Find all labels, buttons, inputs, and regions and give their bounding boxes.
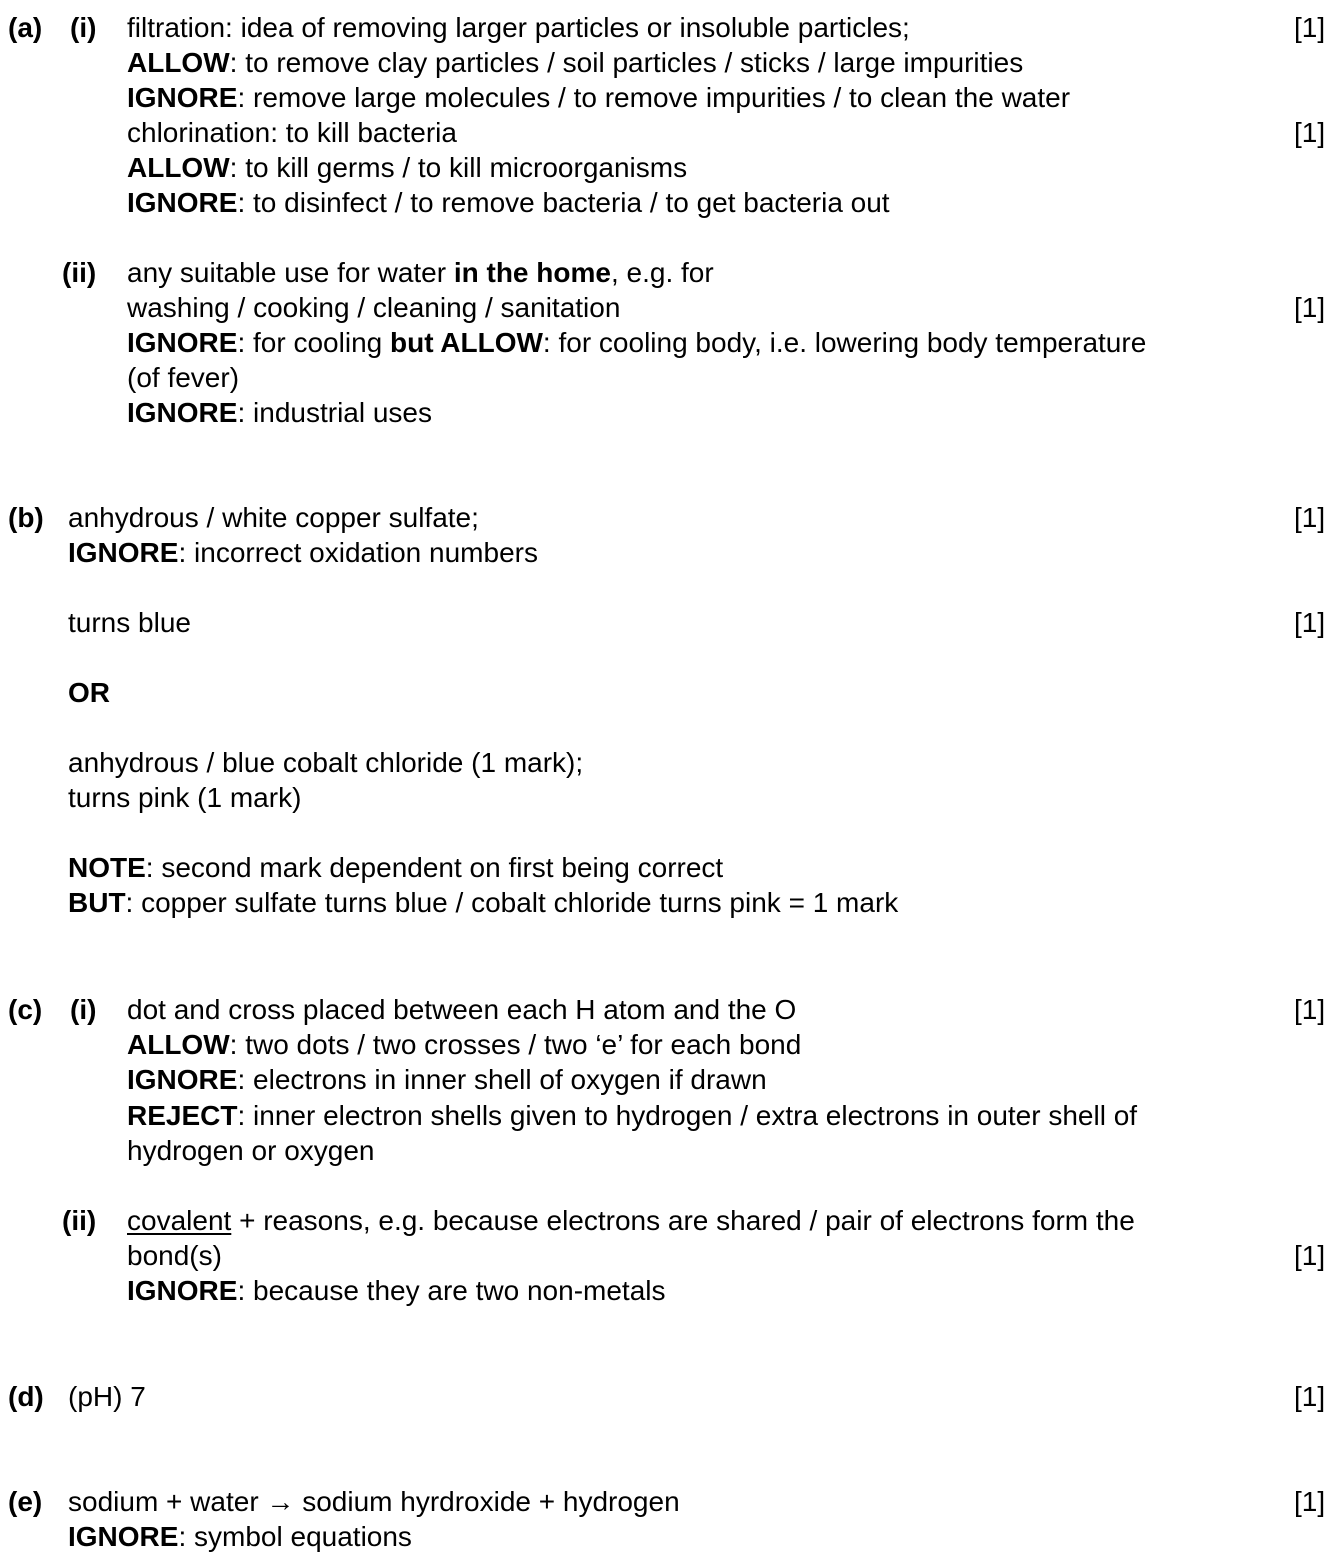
b-line-2: turns blue	[68, 607, 191, 638]
c-ii-ignore	[127, 1274, 665, 1308]
ignore-text: : to disinfect / to remove bacteria / to get bacteria out	[237, 187, 890, 218]
ignore-text: : because they are two non-metals	[237, 1275, 666, 1306]
allow-keyword: ALLOW	[127, 47, 230, 78]
b-note	[68, 851, 723, 885]
b-or: OR	[68, 677, 110, 708]
b-alt-1: anhydrous / blue cobalt chloride (1 mark);	[68, 747, 584, 778]
part-e-label: (e)	[8, 1486, 43, 1517]
a-i-mark-2: [1]	[1294, 117, 1326, 148]
c-i-reject-cont: hydrogen or oxygen	[127, 1135, 375, 1166]
a-ii-line-1	[127, 256, 714, 290]
allow-text: : to kill germs / to kill microorganisms	[229, 152, 688, 183]
allow-text: : to remove clay particles / soil particles / sticks / large impurities	[229, 47, 1024, 78]
d-line-1: (pH) 7	[68, 1381, 146, 1412]
b-mark-1: [1]	[1294, 502, 1326, 533]
ignore-text: : symbol equations	[178, 1521, 412, 1552]
c-ii-line-1	[127, 1204, 1135, 1238]
part-a-ii-label: (ii)	[62, 257, 97, 288]
a-i-allow-1	[127, 46, 1023, 80]
c-ii-mark: [1]	[1294, 1240, 1326, 1271]
part-d-label: (d)	[8, 1381, 44, 1412]
ignore-keyword: IGNORE	[127, 82, 238, 113]
b-line-1: anhydrous / white copper sulfate;	[68, 502, 479, 533]
part-c-i-label: (i)	[70, 994, 97, 1025]
text: : for cooling body, i.e. lowering body temperature	[542, 327, 1147, 358]
underlined-text: covalent	[127, 1205, 232, 1236]
a-i-allow-2	[127, 151, 687, 185]
ignore-keyword: IGNORE	[127, 327, 238, 358]
text: + reasons, e.g. because electrons are shared / pair of electrons form the	[231, 1205, 1135, 1236]
b-mark-2: [1]	[1294, 607, 1326, 638]
d-mark: [1]	[1294, 1381, 1326, 1412]
ignore-keyword: IGNORE	[68, 1521, 179, 1552]
a-i-mark-1: [1]	[1294, 12, 1326, 43]
text: any suitable use for water	[127, 257, 454, 288]
a-ii-ignore-1	[127, 326, 1146, 360]
b-ignore	[68, 536, 538, 570]
text: , e.g. for	[610, 257, 714, 288]
part-a-i-label: (i)	[70, 12, 97, 43]
ignore-keyword: IGNORE	[68, 537, 179, 568]
part-c-ii-label: (ii)	[62, 1205, 97, 1236]
ignore-text: : electrons in inner shell of oxygen if drawn	[237, 1064, 767, 1095]
reject-text: : inner electron shells given to hydrogen / extra electrons in outer shell of	[237, 1100, 1138, 1131]
b-but	[68, 886, 898, 920]
a-ii-line-2: washing / cooking / cleaning / sanitation	[127, 292, 621, 323]
bold-text: in the home	[453, 257, 611, 288]
allow-text: : two dots / two crosses / two ‘e’ for each bond	[229, 1029, 802, 1060]
a-i-chlorination-line: chlorination: to kill bacteria	[127, 117, 457, 148]
part-c-label: (c)	[8, 994, 43, 1025]
note-text: : second mark dependent on first being correct	[145, 852, 724, 883]
allow-keyword: ALLOW	[127, 152, 230, 183]
ignore-keyword: IGNORE	[127, 1064, 238, 1095]
a-ii-ignore-1-cont: (of fever)	[127, 362, 240, 393]
a-i-filtration-line: filtration: idea of removing larger particles or insoluble particles;	[127, 12, 910, 43]
bold-text: but ALLOW	[390, 327, 543, 358]
a-ii-mark: [1]	[1294, 292, 1326, 323]
c-i-ignore	[127, 1063, 767, 1097]
allow-keyword: ALLOW	[127, 1029, 230, 1060]
b-alt-2: turns pink (1 mark)	[68, 782, 302, 813]
c-i-allow	[127, 1028, 801, 1062]
note-keyword: NOTE	[68, 852, 146, 883]
e-mark: [1]	[1294, 1486, 1326, 1517]
part-a-label: (a)	[8, 12, 43, 43]
ignore-keyword: IGNORE	[127, 1275, 238, 1306]
a-ii-ignore-2	[127, 396, 432, 430]
e-ignore	[68, 1520, 412, 1554]
c-i-line-1: dot and cross placed between each H atom and the O	[127, 994, 797, 1025]
c-i-reject	[127, 1099, 1137, 1133]
ignore-text: : remove large molecules / to remove impurities / to clean the water	[237, 82, 1071, 113]
but-keyword: BUT	[68, 887, 126, 918]
c-ii-line-2: bond(s)	[127, 1240, 222, 1271]
c-i-mark: [1]	[1294, 994, 1326, 1025]
a-i-ignore-2	[127, 186, 890, 220]
part-b-label: (b)	[8, 502, 44, 533]
reject-keyword: REJECT	[127, 1100, 238, 1131]
a-i-ignore-1	[127, 81, 1070, 115]
text: : for cooling	[237, 327, 390, 358]
e-line-1: sodium + water → sodium hyrdroxide + hydrogen	[68, 1486, 680, 1517]
ignore-text: : incorrect oxidation numbers	[178, 537, 538, 568]
but-text: : copper sulfate turns blue / cobalt chloride turns pink = 1 mark	[125, 887, 899, 918]
ignore-text: : industrial uses	[237, 397, 433, 428]
ignore-keyword: IGNORE	[127, 397, 238, 428]
ignore-keyword: IGNORE	[127, 187, 238, 218]
